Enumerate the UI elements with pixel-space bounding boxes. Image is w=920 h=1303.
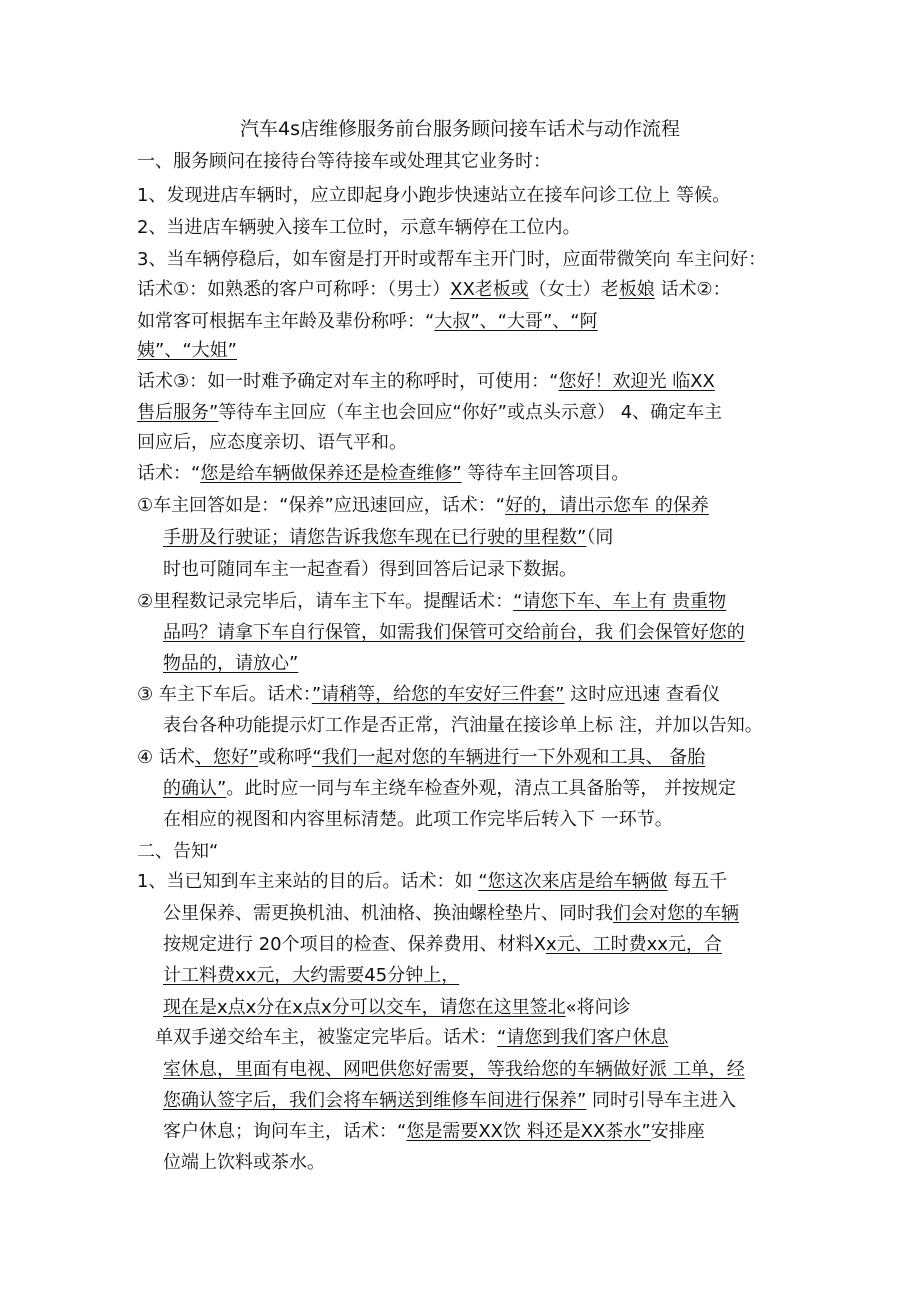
text-line [137,370,715,394]
text-run: 1、当已知到车主来站的目的后。话术：如 [137,871,479,892]
underlined-text: 板娘 [618,279,655,300]
text-run: 等待车主回应（车主也会回应“你好”或点头示意） 4、确定车主 [218,402,723,423]
underlined-text: 手册及行驶证；请您告诉我您车现在已行驶的里程数” [163,527,587,548]
text-run: 公里保养、需更换机油、机油格、换油螺栓垫片、同时我 [163,903,613,924]
underlined-text: ”请稍等，给您的车安好三件套” [311,684,565,705]
text-line [137,431,407,455]
text-run: ③ 车主下车后。话术： [137,684,312,705]
text-line [163,996,631,1020]
text-run: 时也可随同车主一起查看）得到回答后记录下数据。 [163,559,577,580]
underlined-text: 计工料费xx元，大约需要45分钟上， [163,965,460,986]
text-line [163,526,613,550]
underlined-text: 们会对您的车辆 [613,903,739,924]
text-run: 客户休息；询问车主，话术：“ [163,1121,407,1142]
text-line [163,714,763,738]
text-run: 二、告知“ [137,841,219,862]
underlined-text: 的确认” [163,778,227,799]
text-run: 一、服务顾问在接待台等待接车或处理其它业务时： [137,151,551,172]
text-line [163,808,673,832]
text-line [155,1026,668,1050]
text-line [137,494,709,518]
text-line [137,870,727,894]
text-run: ②里程数记录完毕后，请车主下车。提醒话术： [137,591,514,612]
text-run: 或称呼 [258,747,313,768]
underlined-text: 姨”、“大姐” [137,340,237,361]
underlined-text: 大叔”、“大哥”、“阿 [434,311,598,332]
text-line [163,652,298,676]
underlined-text: XX老板或 [450,279,529,300]
underlined-text: 品吗？请拿下车自行保管，如需我们保管可交给前台，我 们会保管好您的 [163,622,745,643]
text-run: ④ 话术 [137,747,195,768]
text-run: 这时应迅速 查看仪 [564,684,720,705]
underlined-text: “我们一起对您的车辆进行一下外观和工具、 备胎 [312,747,706,768]
text-run: （女士）老 [528,279,619,300]
text-run: 回应后，应态度亲切、语气平和。 [137,432,407,453]
text-line [137,401,722,425]
underlined-text: 物品的，请放心” [163,653,299,674]
underlined-text: 室休息，里面有电视、网吧供您好需要，等我给您的车辆做好派 工单，经 [163,1059,745,1080]
text-line [137,310,598,334]
text-line [163,1120,705,1144]
text-line [137,150,551,174]
text-run: 在相应的视图和内容里标清楚。此项工作完毕后转入下 一环节。 [163,809,673,830]
text-line [137,278,731,302]
underlined-text: 售后服务” [137,402,219,423]
underlined-text: 您好！欢迎光 临XX [558,371,715,392]
text-run: 单双手递交给车主，被鉴定完毕后。话术： [155,1027,497,1048]
text-run: 话术：“ [137,463,201,484]
text-run: 。此时应一同与车主绕车检查外观，清点工具备胎等， 并按规定 [226,778,737,799]
underlined-text: x元、工时费xx元，合 [545,934,722,955]
text-run: 话术①：如熟悉的客户可称呼：（男士） [137,279,451,300]
text-run: 安排座 [650,1121,705,1142]
text-line [163,1058,745,1082]
underlined-text: 、您好” [194,747,259,768]
underlined-text: 现在是x点x分在x点x分可以交车，请您在这里签北 [163,997,566,1018]
text-line [137,683,720,707]
text-line [137,339,237,363]
text-line [163,902,739,926]
text-run: ①车主回答如是：“保养”应迅速回应，话术：“ [137,495,506,516]
text-line [137,184,730,208]
text-run: 如常客可根据车主年龄及辈份称呼：“ [137,311,435,332]
text-run: 位端上饮料或茶水。 [163,1152,325,1173]
document-title: 汽车4s店维修服务前台服务顾问接车话术与动作流程 [240,118,680,140]
text-run: «将问诊 [565,997,631,1018]
text-line [137,840,218,864]
text-run: 等待车主回答项目。 [461,463,630,484]
text-line [163,933,722,957]
text-line [137,216,580,240]
text-line [137,248,766,272]
text-line [163,1089,736,1113]
text-run: 3、当车辆停稳后，如车窗是打开时或帮车主开门时，应面带微笑向 车主问好： [137,249,767,270]
text-run: 1、发现进店车辆时，应立即起身小跑步快速站立在接车问诊工位上 等候。 [137,185,731,206]
text-line [163,964,459,988]
text-line [137,590,726,614]
text-run: 表台各种功能提示灯工作是否正常，汽油量在接诊单上标 注，并加以告知。 [163,715,763,736]
text-line [163,777,736,801]
text-run: 按规定进行 20个项目的检查、保养费用、材料X [163,934,546,955]
underlined-text: “请您到我们客户休息 [497,1027,669,1048]
underlined-text: 您是给车辆做保养还是检查维修” [200,463,462,484]
text-line [163,558,577,582]
underlined-text: 您是需要XX饮 料还是XX茶水” [406,1121,651,1142]
text-run: 同时引导车主进入 [586,1090,737,1111]
underlined-text: “请您下车、车上有 贵重物 [513,591,727,612]
text-line [137,746,705,770]
underlined-text: 您确认签字后，我们会将车辆送到维修车间进行保养” [163,1090,587,1111]
text-line [163,621,745,645]
text-run: （同 [586,527,614,548]
text-run: 2、当进店车辆驶入接车工位时，示意车辆停在工位内。 [137,217,581,238]
text-line [163,1151,325,1175]
text-run: 话术③：如一时难予确定对车主的称呼时，可使用：“ [137,371,559,392]
text-line [137,462,629,486]
underlined-text: 好的，请出示您车 的保养 [505,495,709,516]
text-run: 每五千 [667,871,728,892]
text-run: 话术②： [654,279,731,300]
underlined-text: “您这次来店是给车辆做 [478,871,668,892]
